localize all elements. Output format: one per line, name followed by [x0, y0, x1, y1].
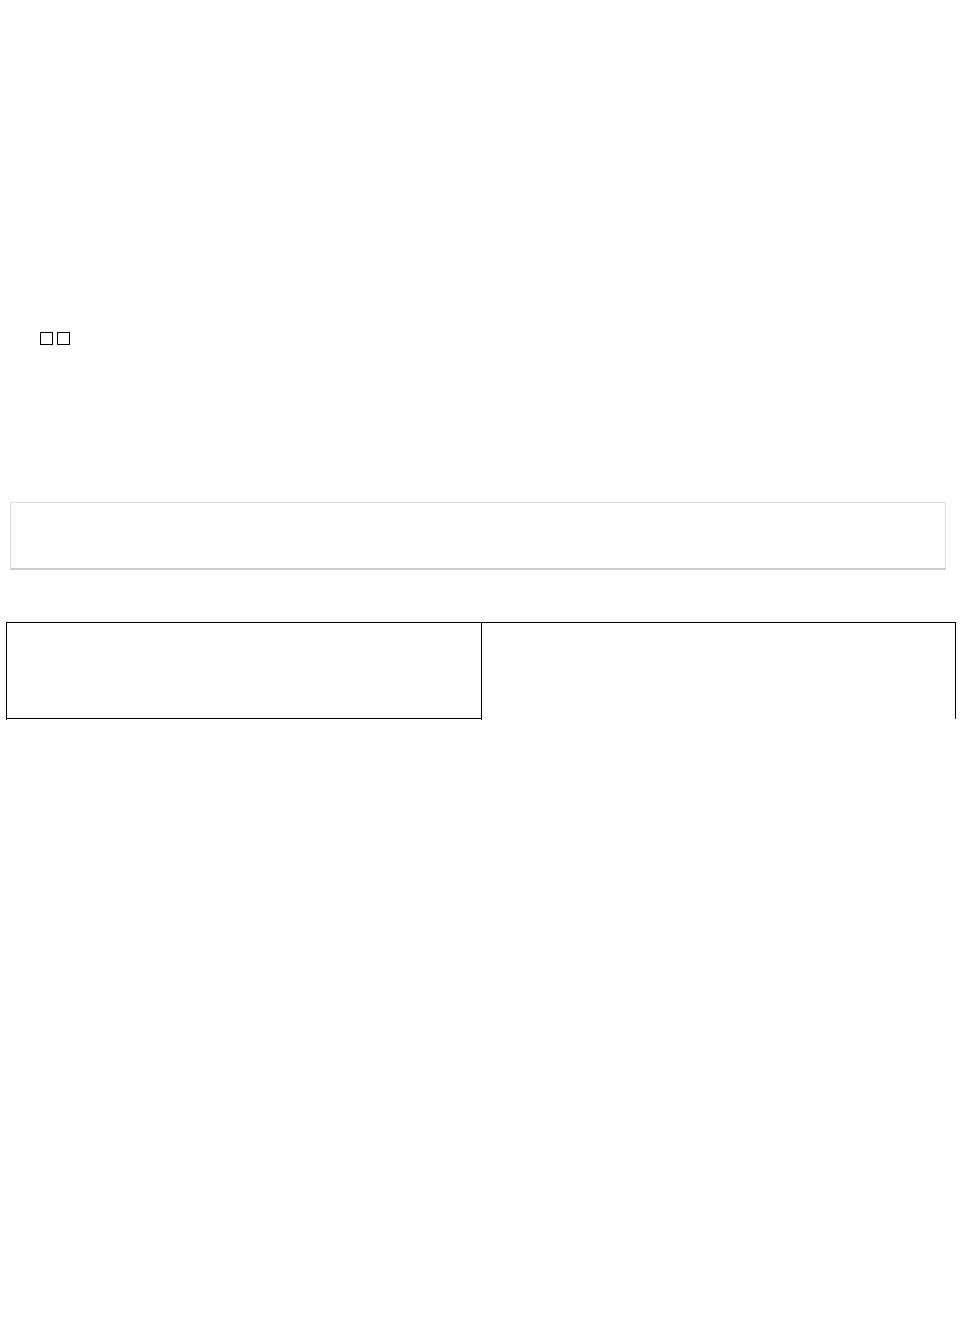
declaration-item-1 [8, 42, 958, 86]
declaration-item-4 [8, 190, 958, 250]
checkbox-no[interactable] [57, 332, 70, 345]
signature-box [10, 502, 946, 570]
declaration-item-6 [8, 330, 958, 370]
declaration-item-2 [8, 86, 958, 130]
declaration-item-3 [8, 130, 958, 190]
document-header [0, 0, 960, 18]
declaration-item-5 [8, 250, 958, 330]
declaration-list [8, 42, 958, 430]
declaration-item-7 [8, 370, 958, 430]
attachment-name-header [7, 623, 482, 719]
checkbox-yes[interactable] [40, 332, 53, 345]
attachments-table [6, 622, 956, 719]
staff-header [481, 623, 956, 719]
